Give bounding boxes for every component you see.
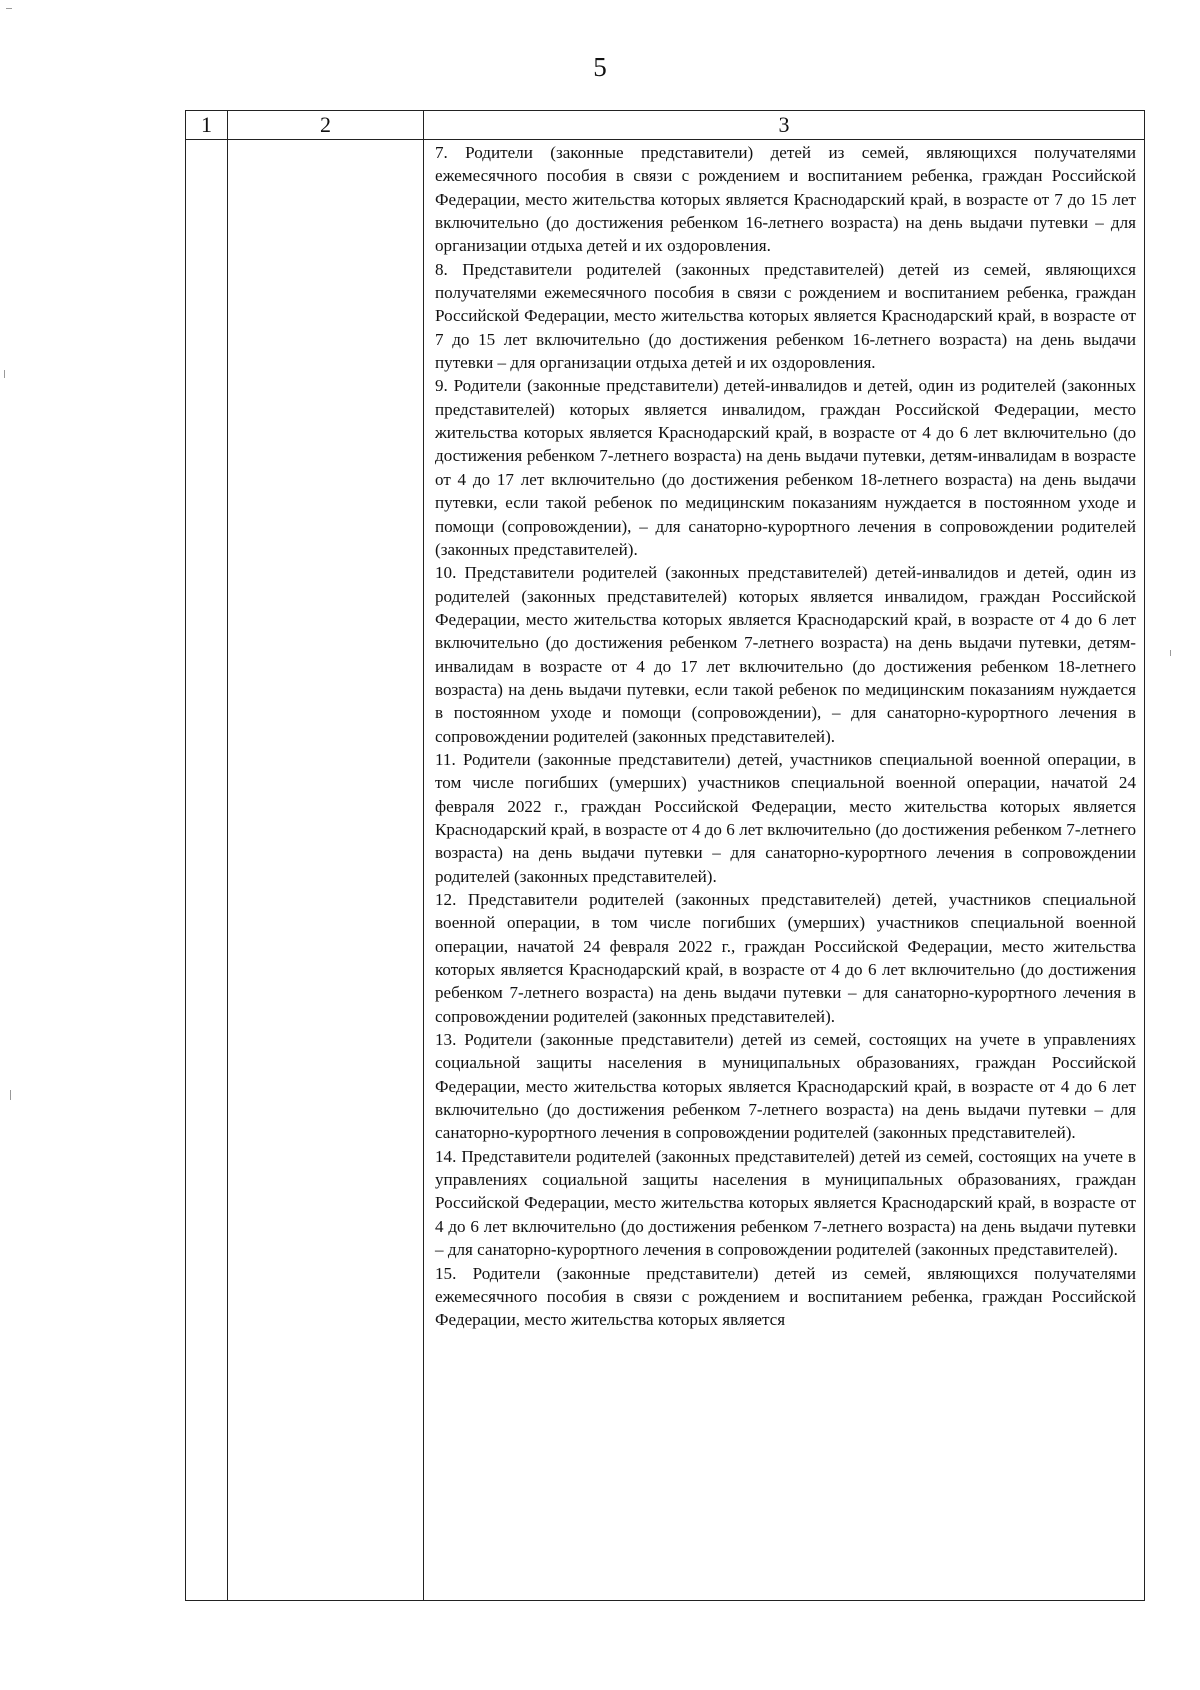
table-cell-col3 [424,140,1145,1601]
table-row [186,140,1145,1601]
table-cell-col2 [228,140,424,1601]
document-table [185,110,1145,1601]
column-header-1: 1 [186,111,228,140]
scan-mark [10,1090,11,1100]
list-item-12: 12. Представители родителей (законных представителей) детей, участников специальной военной операции, в том числе погибших (умерших) участников специальной военной операции, начатой 24 февраля 2022 г., граждан Российской Федерации, место жительства которых является Краснодарский край, в возрасте от 4 до 6 лет включительно (до достижения ребенком 7-летнего возраста) на день выдачи путевки – для санаторно-курортного лечения в сопровождении родителей (законных представителей). [435,890,1136,1026]
list-item-14: 14. Представители родителей (законных представителей) детей из семей, состоящих на учете в управлениях социальной защиты населения в муниципальных образованиях, граждан Российской Федерации, место жительства которых является Краснодарский край, в возрасте от 4 до 6 лет включительно (до достижения ребенком 7-летнего возраста) на день выдачи путевки – для санаторно-курортного лечения в сопровождении родителей (законных представителей). [435,1146,1136,1260]
list-item-13: 13. Родители (законные представители) детей из семей, состоящих на учете в управлениях социальной защиты населения в муниципальных образованиях, граждан Российской Федерации, место жительства которых является Краснодарский край, в возрасте от 4 до 6 лет включительно (до достижения ребенком 7-летнего возраста) на день выдачи путевки – для санаторно-курортного лечения в сопровождении родителей (законных представителей). [435,1030,1136,1143]
scan-mark [6,8,12,9]
table-header-row [186,111,1145,140]
list-item-11: 11. Родители (законные представители) детей, участников специальной военной операции, в том числе погибших (умерших) участников специальной военной операции, начатой 24 февраля 2022 г., граждан Российской Федерации, место жительства которых является Краснодарский край, в возрасте от 4 до 6 лет включительно (до достижения ребенком 7-летнего возраста) на день выдачи путевки – для санаторно-курортного лечения в сопровождении родителей (законных представителей). [435,749,1136,886]
list-item-10: 10. Представители родителей (законных представителей) детей-инвалидов и детей, один из родителей (законных представителей) которых является инвалидом, граждан Российской Федерации, место жительства которых является Краснодарский край, в возрасте от 4 до 6 лет включительно (до достижения ребенком 7-летнего возраста) на день выдачи путевки, детям-инвалидам в возрасте от 4 до 17 лет включительно (до достижения ребенком 18-летнего возраста) на день выдачи путевки, если такой ребенок по медицинским показаниям нуждается в постоянном уходе и помощи (сопровождении), – для санаторно-курортного лечения в сопровождении родителей (законных представителей). [435,563,1136,746]
list-item-15: 15. Родители (законные представители) детей из семей, являющихся получателями ежемесячного пособия в связи с рождением и воспитанием ребенка, граждан Российской Федерации, место жительства которых является [435,1263,1136,1330]
column-header-2: 2 [228,111,424,140]
list-item-9: 9. Родители (законные представители) детей-инвалидов и детей, один из родителей (законных представителей) которых является инвалидом, граждан Российской Федерации, место жительства которых является Краснодарский край, в возрасте от 4 до 6 лет включительно (до достижения ребенком 7-летнего возраста) на день выдачи путевки, детям-инвалидам в возрасте от 4 до 17 лет включительно (до достижения ребенком 18-летнего возраста) на день выдачи путевки, если такой ребенок по медицинским показаниям нуждается в постоянном уходе и помощи (сопровождении), – для санаторно-курортного лечения в сопровождении родителей (законных представителей). [435,376,1136,559]
column-header-3: 3 [424,111,1145,140]
list-item-7: 7. Родители (законные представители) детей из семей, являющихся получателями ежемесячного пособия в связи с рождением и воспитанием ребенка, граждан Российской Федерации, место жительства которых является Краснодарский край, в возрасте от 7 до 15 лет включительно (до достижения ребенком 16-летнего возраста) на день выдачи путевки – для организации отдыха детей и их оздоровления. [435,143,1136,256]
table-cell-col1 [186,140,228,1601]
scan-mark [1170,650,1171,656]
scan-mark [4,370,5,378]
page-number: 5 [593,52,607,82]
list-item-8: 8. Представители родителей (законных представителей) детей из семей, являющихся получателями ежемесячного пособия в связи с рождением и воспитанием ребенка, граждан Российской Федерации, место жительства которых является Краснодарский край, в возрасте от 7 до 15 лет включительно (до достижения ребенком 16-летнего возраста) на день выдачи путевки – для организации отдыха детей и их оздоровления. [435,259,1136,373]
